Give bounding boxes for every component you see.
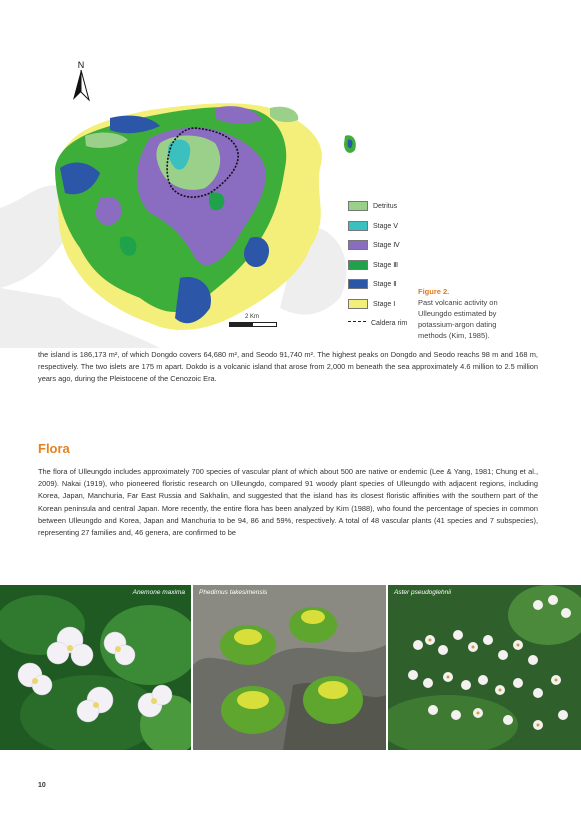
legend-item-stage-ii bbox=[348, 278, 397, 290]
photo-label: Anemone maxima bbox=[132, 589, 185, 596]
phedimus-image bbox=[193, 585, 386, 750]
figure-caption bbox=[418, 286, 508, 341]
legend-label: Stage Ⅰ bbox=[373, 301, 396, 308]
legend-swatch bbox=[348, 260, 368, 270]
legend-item-stage-i bbox=[348, 298, 395, 310]
anemone-image bbox=[0, 585, 191, 750]
legend-item-detritus bbox=[348, 200, 397, 212]
photo-phedimus bbox=[193, 585, 386, 750]
north-label: N bbox=[77, 60, 85, 70]
caption-text: Past volcanic activity on Ulleungdo estimated by potassium-argon dating methods (Kim, 1985). bbox=[418, 298, 498, 340]
legend-swatch bbox=[348, 299, 368, 309]
legend-swatch bbox=[348, 279, 368, 289]
legend-label: Stage Ⅱ bbox=[373, 281, 397, 288]
legend-item-stage-iii bbox=[348, 259, 398, 271]
caption-title: Figure 2. bbox=[418, 287, 450, 296]
legend-label: Stage Ⅳ bbox=[373, 242, 400, 249]
legend-label: Stage Ⅴ bbox=[373, 223, 399, 230]
legend-label: Detritus bbox=[373, 202, 398, 210]
legend-swatch bbox=[348, 221, 368, 231]
photo-anemone bbox=[0, 585, 191, 750]
body-paragraph-1: the island is 186,173 m², of which Dongdo covers 64,680 m², and Seodo 91,740 m². The highest peaks on Dongdo and Seodo reachs 98 m and 168 m, respectively. The two islets are 175 m apart. Dokdo is a volcanic island that arose from 2,000 m beneath the sea approximately 4.6 million to 2.5 million years ago, during the Pleistocene of the Cenozoic Era. bbox=[38, 350, 538, 384]
legend-label: Caldera rim bbox=[371, 319, 408, 327]
scale-label: 2 Km bbox=[245, 314, 260, 320]
legend-item-caldera-rim bbox=[348, 317, 407, 329]
scale-bar bbox=[229, 322, 277, 327]
legend-item-stage-v bbox=[348, 220, 398, 232]
legend-item-stage-iv bbox=[348, 239, 400, 251]
photo-aster bbox=[388, 585, 581, 750]
legend-swatch bbox=[348, 240, 368, 250]
body-paragraph-2: The flora of Ulleungdo includes approximately 700 species of vascular plant of which about 500 are native or endemic (Lee & Yang, 1981; Chung et al., 2009). Nakai (1919), who pioneered floristic research on Ulleungdo, compared 91 woody plant species of Ulleungdo with adjacent regions, including Korea, Japan, Manchuria, Far East Russia and Sakhalin, and suggested that the island has its closest floristic affinities with the southern part of the Korean peninsula and central Japan. More recently, the entire flora has been analyzed by Kim (1988), who found the percentage of species in common between Ulleungdo and Korea, Japan and Manchuria to be 94, 86 and 59%, respectively. A total of 48 vascular plants (41 species and 7 subspecies), representing 27 families and, 46 genera, are confirmed to be bbox=[38, 467, 538, 538]
photo-label: Phedimus takesimensis bbox=[199, 589, 268, 596]
photo-strip bbox=[0, 585, 581, 750]
aster-image bbox=[388, 585, 581, 750]
caldera-rim-swatch bbox=[348, 321, 366, 326]
legend-swatch bbox=[348, 201, 368, 211]
page-number: 10 bbox=[38, 782, 46, 789]
photo-label: Aster pseudoglehnii bbox=[394, 589, 452, 596]
section-title: Flora bbox=[38, 441, 70, 456]
legend-label: Stage Ⅲ bbox=[373, 262, 399, 269]
